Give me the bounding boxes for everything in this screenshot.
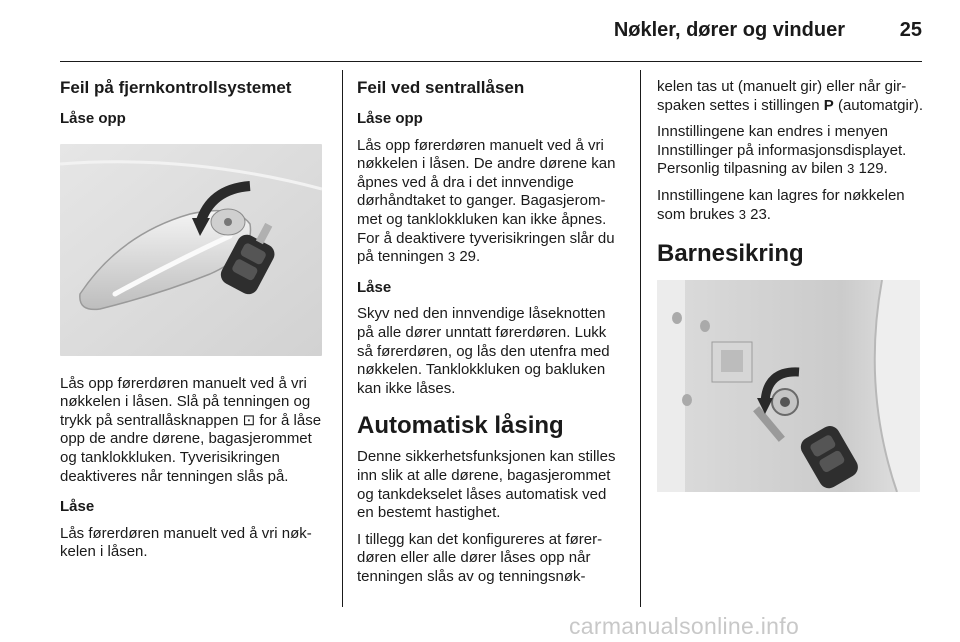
subheading-lock: Låse (357, 278, 392, 296)
section-heading-automatic-locking: Automatisk låsing (357, 412, 564, 440)
header-divider (60, 61, 922, 62)
watermark: carmanualsonline.info (569, 613, 800, 639)
door-handle-illustration (60, 144, 322, 356)
page-reference-icon: 3 (847, 161, 855, 177)
paragraph-lock-central-failure: Skyv ned den innvendige låseknotten på alle dører unntatt førerdøren. Lukk så førerdøren, og lås den utenfra med nøkkelen. Tanklokkluken og bakluken kan ikke låses. (357, 305, 610, 397)
child-lock-illustration (657, 280, 920, 492)
central-lock-button-icon: ⊡ (242, 411, 256, 429)
section-heading-remote-failure: Feil på fjernkontrollsystemet (60, 78, 292, 97)
column-divider-1 (342, 70, 343, 607)
column-1 (60, 78, 326, 570)
paragraph-auto-lock-1: Denne sikkerhetsfunksjonen kan stilles inn slik at alle dørene, bagasjerommet og tankdekselet låses automatisk ved en bestemt hastighet. (357, 448, 616, 522)
page-header-title: Nøkler, dører og vinduer (613, 19, 845, 41)
paragraph-auto-lock-2: I tillegg kan det konfigureres at førerdøren eller alle dører låses opp når tenningen slås av og tenningsnøk- (357, 530, 603, 585)
section-heading-central-lock-failure: Feil ved sentrallåsen (357, 78, 525, 97)
section-heading-child-lock: Barnesikring (657, 240, 804, 268)
column-3 (657, 78, 923, 492)
paragraph-settings-per-key: Innstillingene kan lagres for nøkkelen som brukes 3 23. (657, 186, 905, 223)
paragraph-lock-remote-failure: Lås førerdøren manuelt ved å vri nøkkelen i låsen. (60, 524, 312, 561)
paragraph-unlock-central-failure: Lås opp førerdøren manuelt ved å vri nøkkelen i låsen. De andre dørene kan åpnes ved å dra i det innvendige dørhåndtaket to ganger. Bagasjerommet og tanklokkluken kan ikke åpnes. For å deaktivere tyverisikringen slår du på tenningen 3 29. (357, 136, 616, 266)
column-divider-2 (640, 70, 641, 607)
column-2 (357, 78, 624, 594)
page-reference-icon: 3 (738, 206, 746, 222)
page-number: 25 (899, 19, 922, 41)
subheading-unlock: Låse opp (60, 110, 126, 127)
paragraph-unlock-remote-failure: Lås opp førerdøren manuelt ved å vri nøkkelen i låsen. Slå på tenningen og trykk på sentrallåsknappen ⊡ for å låse opp de andre dørene, bagasjerommet og tanklokkluken. Tyverisikringen deaktiveres når tenningen slås på. (60, 374, 322, 485)
subheading-lock: Låse (60, 498, 95, 516)
page-reference-icon: 3 (447, 249, 456, 265)
paragraph-auto-lock-continued: kelen tas ut (manuelt gir) eller når girspaken settes i stillingen P (automatgir). (657, 78, 923, 114)
paragraph-settings-menu: Innstillingene kan endres i menyen Innstillinger på informasjonsdisplayet. Personlig tilpasning av bilen 3 129. (657, 123, 907, 178)
subheading-unlock: Låse opp (357, 110, 423, 127)
